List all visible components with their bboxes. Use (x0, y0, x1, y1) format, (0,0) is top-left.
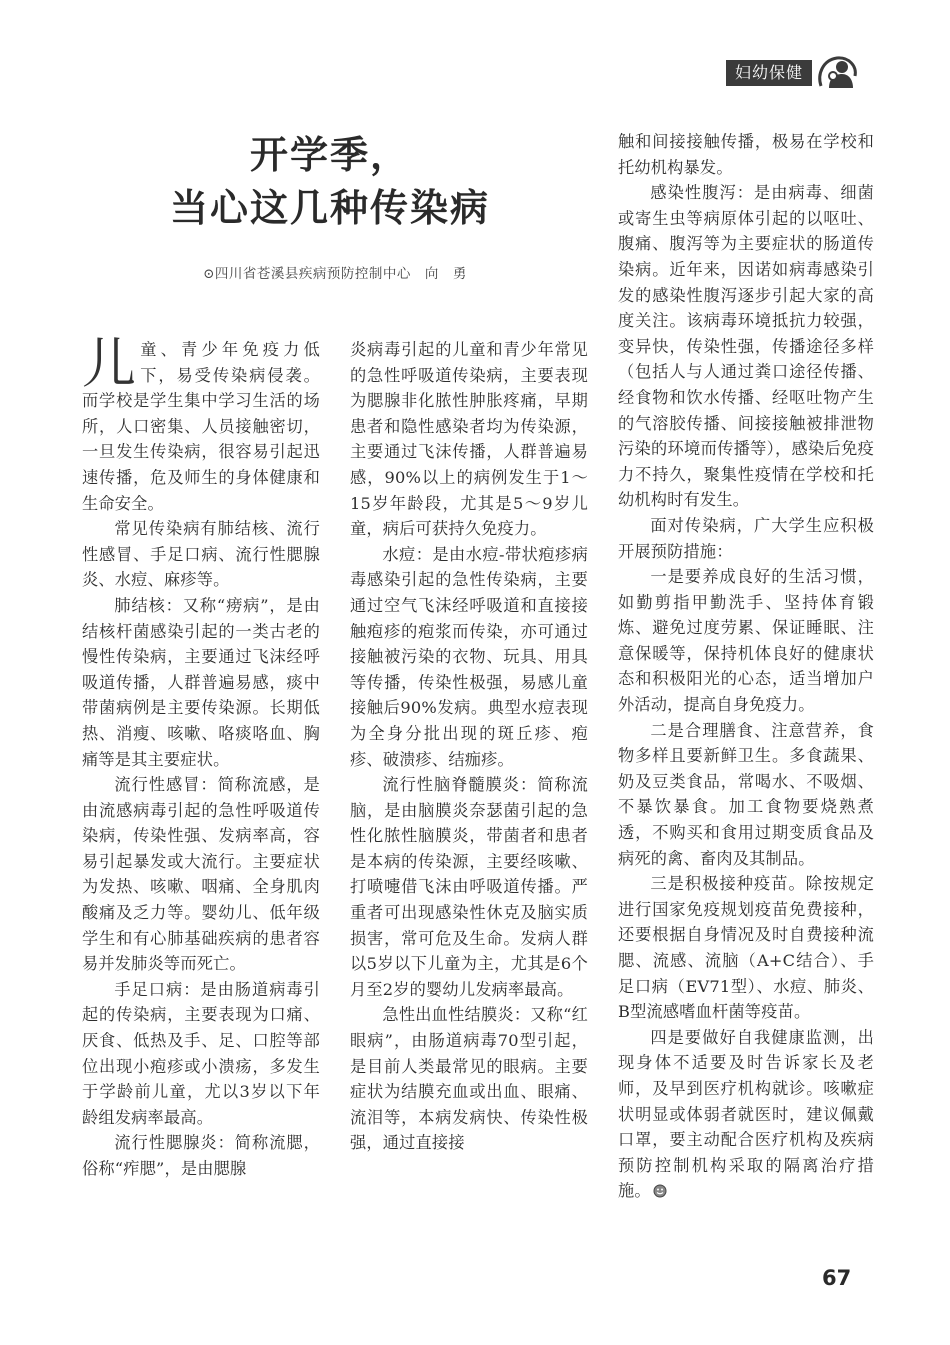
paragraph: 儿童、青少年免疫力低下，易受传染病侵袭。而学校是学生集中学习生活的场所，人口密集、人员接触密切，一旦发生传染病，很容易引起迅速传播，危及师生的身体健康和生命安全。 (82, 332, 320, 513)
paragraph: 流行性脑脊髓膜炎：简称流脑，是由脑膜炎奈瑟菌引起的急性化脓性脑膜炎，带菌者和患者是本病的传染源，主要经咳嗽、打喷嚏借飞沫由呼吸道传播。严重者可出现感染性休克及脑实质损害，常可危及生命。发病人群以5岁以下儿童为主，尤其是6个月至2岁的婴幼儿发病率最高。 (350, 775, 588, 999)
mother-child-icon (815, 52, 859, 92)
paragraph: 肺结核：又称“痨病”，是由结核杆菌感染引起的一类古老的慢性传染病，主要通过飞沫经呼吸道传播，人群普遍易感，痰中带菌病例是主要传染源。长期低热、消瘦、咳嗽、咯痰咯血、胸痛等是其主要症状。 (82, 595, 320, 769)
paragraph: 水痘：是由水痘-带状疱疹病毒感染引起的急性传染病，主要通过空气飞沫经呼吸道和直接接触疱疹的疱浆而传染，亦可通过接触被污染的衣物、玩具、用具等传播，传染性极强，易感儿童接触后90%发病。典型水痘表现为全身分批出现的斑丘疹、疱疹、破溃疹、结痂疹。 (350, 544, 588, 769)
paragraph: 四是要做好自我健康监测，出现身体不适要及时告诉家长及老师，及早到医疗机构就诊。咳嗽症状明显或体弱者就医时，建议佩戴口罩，要主动配合医疗机构及疾病预防控制机构采取的隔离治疗措施。 (618, 1027, 874, 1201)
paragraph: 感染性腹泻：是由病毒、细菌或寄生虫等病原体引起的以呕吐、腹痛、腹泻等为主要症状的肠道传染病。近年来，因诺如病毒感染引发的感染性腹泻逐步引起大家的高度关注。该病毒环境抵抗力较强，变异快，传染性强，传播途径多样（包括人与人通过粪口途径传播、经食物和饮水传播、经呕吐物产生的气溶胶传播、间接接触被排泄物污染的环境而传播等），感染后免疫力不持久，聚集性疫情在学校和托幼机构时有发生。 (618, 183, 874, 510)
paragraph: 流行性感冒：简称流感，是由流感病毒引起的急性呼吸道传染病，传染性强、发病率高，容易引起暴发或大流行。主要症状为发热、咳嗽、咽痛、全身肌肉酸痛及乏力等。婴幼儿、低年级学生和有心肺基础疾病的患者容易并发肺炎等而死亡。 (82, 775, 320, 974)
byline: ⊙四川省苍溪县疾病预防控制中心 向 勇 (203, 266, 467, 282)
paragraph: 一是要养成良好的生活习惯，如勤剪指甲勤洗手、坚持体育锻炼、避免过度劳累、保证睡眠、注意保暖等，保持机体良好的健康状态和积极阳光的心态，适当增加户外活动，提高自身免疫力。 (618, 567, 874, 715)
smiley-end-icon (653, 1184, 667, 1198)
paragraph: 三是积极接种疫苗。除按规定进行国家免疫规划疫苗免费接种，还要根据自身情况及时自费接种流腮、流感、流脑（A+C结合）、手足口病（EV71型）、水痘、肺炎、B型流感嗜血杆菌等疫苗。 (618, 874, 874, 1022)
page-number: 67 (822, 1266, 852, 1290)
paragraph: 炎病毒引起的儿童和青少年常见的急性呼吸道传染病，主要表现为腮腺非化脓性肿胀疼痛，早期患者和隐性感染者均为传染源，主要通过飞沫传播，人群普遍易感，90%以上的病例发生于1～15岁年龄段，尤其是5～9岁儿童，病后可获持久免疫力。 (350, 340, 588, 539)
paragraph: 常见传染病有肺结核、流行性感冒、手足口病、流行性腮腺炎、水痘、麻疹等。 (82, 519, 320, 590)
paragraph: 手足口病：是由肠道病毒引起的传染病，主要表现为口痛、厌食、低热及手、足、口腔等部位出现小疱疹或小溃疡，多发生于学龄前儿童，尤以3岁以下年龄组发病率最高。 (82, 979, 320, 1127)
column-3 (618, 129, 874, 1204)
article-title-line1: 开学季， (249, 133, 410, 177)
drop-cap: 儿 (82, 332, 137, 395)
column-2 (350, 337, 588, 1156)
paragraph: 流行性腮腺炎：简称流腮，俗称“痄腮”，是由腮腺 (82, 1133, 320, 1178)
article-title-line2: 当心这几种传染病 (169, 186, 490, 230)
paragraph: 二是合理膳食、注意营养，食物多样且要新鲜卫生。多食蔬果、奶及豆类食品，常喝水、不吸烟、不暴饮暴食。加工食物要烧熟煮透，不购买和食用过期变质食品及病死的禽、畜肉及其制品。 (618, 720, 874, 868)
paragraph: 触和间接接触传播，极易在学校和托幼机构暴发。 (618, 132, 874, 177)
section-label: 妇幼保健 (726, 60, 812, 86)
paragraph: 急性出血性结膜炎：又称“红眼病”，由肠道病毒70型引起，是目前人类最常见的眼病。主要症状为结膜充血或出血、眼痛、流泪等，本病发病快、传染性极强，通过直接接 (350, 1005, 588, 1153)
paragraph: 面对传染病，广大学生应积极开展预防措施： (618, 515, 874, 561)
column-1 (82, 332, 320, 1182)
